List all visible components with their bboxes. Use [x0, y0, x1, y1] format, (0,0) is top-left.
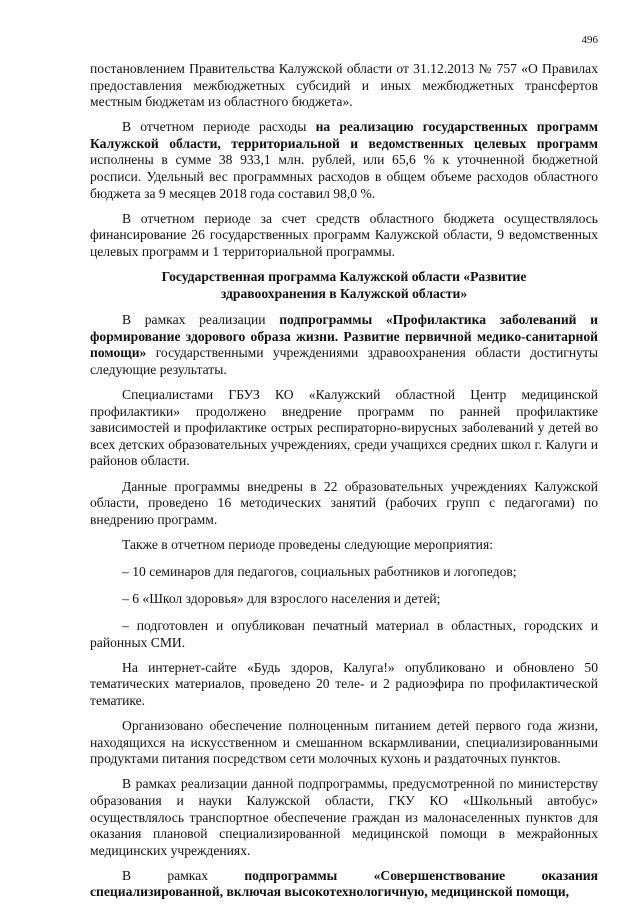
paragraph-nutrition: Организовано обеспечение полноценным питанием детей первого года жизни, находящихся на искусственном и смешанном вскармливании, специализированными продуктами питания посредством сети молочных кухонь и раздаточных пунктов.	[90, 718, 598, 767]
list-item-publications: – подготовлен и опубликован печатный материал в областных, городских и районных СМИ.	[90, 618, 598, 650]
paragraph-financing: В отчетном периоде за счет средств областного бюджета осуществлялось финансирование 26 государственных программ Калужской области, 9 ведомственных целевых программ и 1 территориальной программы.	[90, 210, 598, 259]
paragraph-subprogram-specialized: В рамках подпрограммы «Совершенствование оказания специализированной, включая высокотехнологичную, медицинской помощи,	[90, 867, 598, 900]
paragraph-events-intro: Также в отчетном периоде проведены следующие мероприятия:	[122, 536, 493, 552]
paragraph-program-expenses: В отчетном периоде расходы на реализацию государственных программ Калужской области, территориальной и ведомственных целевых программ исполнены в сумме 38 933,1 млн. рублей, или 65,6 % к уточненной бюджетной росписи. Удельный вес программных расходов в общем объеме расходов областного бюджета за 9 месяцев 2018 года составил 98,0 %.	[90, 119, 598, 201]
paragraph-continuation: постановлением Правительства Калужской области от 31.12.2013 № 757 «О Правилах предоставления межбюджетных субсидий и иных межбюджетных трансфертов местным бюджетам из областного бюджета».	[90, 61, 598, 110]
document-body	[90, 61, 598, 910]
paragraph-website: На интернет-сайте «Будь здоров, Калуга!» опубликовано и обновлено 50 тематических материалов, проведено 20 теле- и 2 радиоэфира по профилактической тематике.	[90, 659, 598, 708]
paragraph-programs-implemented: Данные программы внедрены в 22 образовательных учреждениях Калужской области, проведено 16 методических занятий (рабочих групп с педагогами) по внедрению программ.	[90, 478, 598, 527]
paragraph-school-bus: В рамках реализации данной подпрограммы, предусмотренной по министерству образования и науки Калужской области, ГКУ КО «Школьный автобус» осуществлялось транспортное обеспечение граждан из малонаселенных пунктов для оказания плановой специализированной медицинской помощи в межрайонных медицинских учреждениях.	[90, 776, 598, 858]
list-item-seminars: – 10 семинаров для педагогов, социальных работников и логопедов;	[122, 563, 517, 579]
paragraph-subprogram-prevention: В рамках реализации подпрограммы «Профилактика заболеваний и формирование здорового образа жизни. Развитие первичной медико-санитарной помощи» государственными учреждениями здравоохранения области достигнуты следующие результаты.	[90, 312, 598, 377]
page-number: 496	[581, 34, 598, 46]
list-item-health-schools: – 6 «Школ здоровья» для взрослого населения и детей;	[122, 591, 441, 607]
section-heading: Государственная программа Калужской области «Развитие здравоохранения в Калужской области»	[161, 269, 527, 301]
paragraph-specialists: Специалистами ГБУЗ КО «Калужский областной Центр медицинской профилактики» продолжено внедрение программ по ранней профилактике зависимостей и профилактике острых респираторно-вирусных заболеваний у детей во всех детских образовательных учреждениях, среди учащихся средних школ г. Калуги и районов области.	[90, 387, 598, 469]
